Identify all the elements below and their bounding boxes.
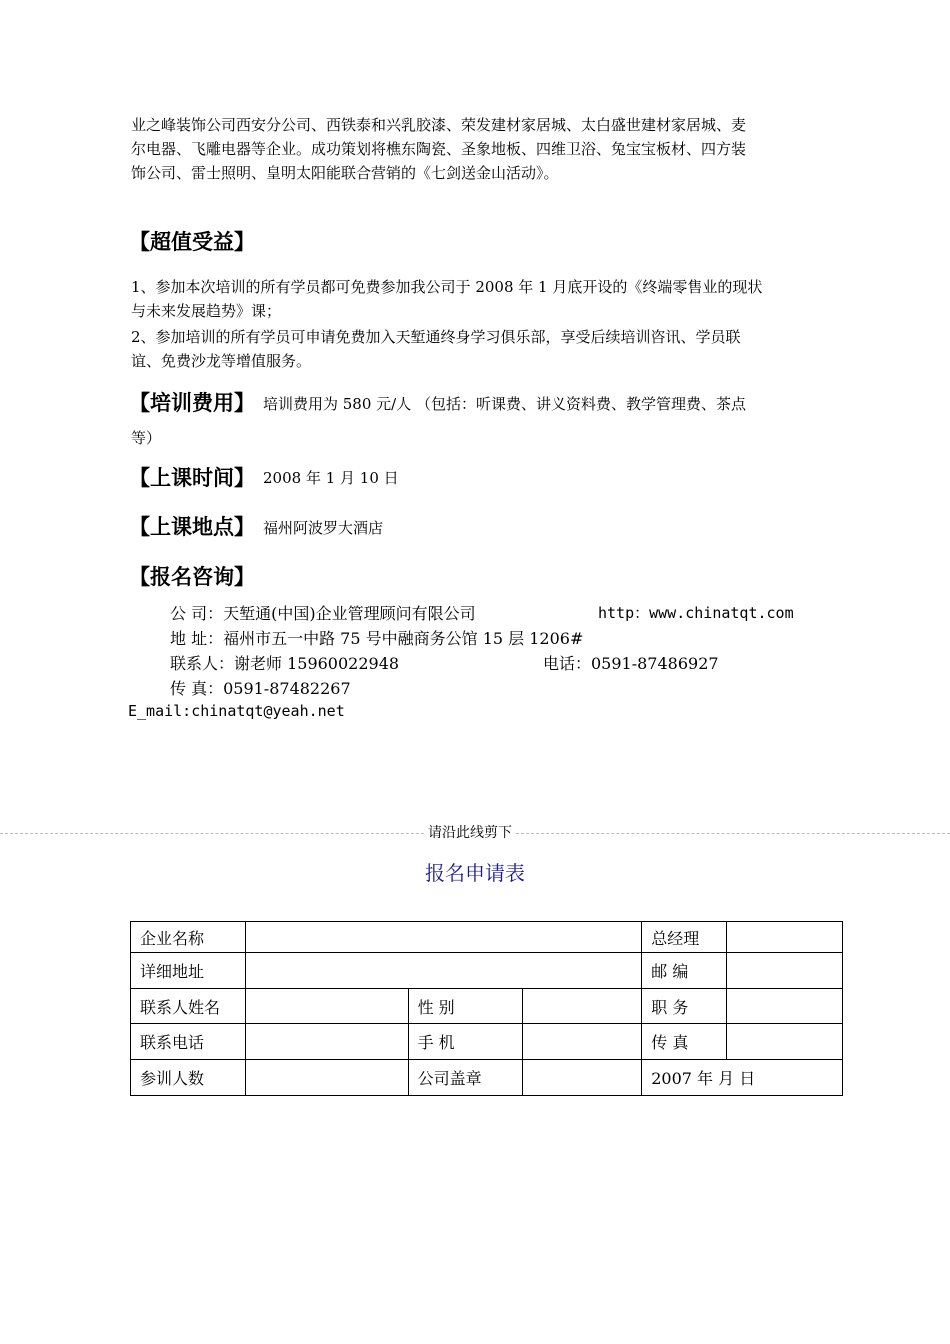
seal-field[interactable] [523, 1060, 642, 1096]
company-name-field[interactable] [245, 922, 641, 953]
form-title: 报名申请表 [425, 861, 525, 885]
benefits-line-2: 与未来发展趋势》课； [131, 302, 282, 320]
intro-line-3: 饰公司、雷士照明、皇明太阳能联合营销的《七剑送金山活动》。 [131, 164, 559, 182]
contact-fax: 传 真：0591-87482267 [170, 679, 351, 698]
fee-title: 【培训费用】 [129, 391, 255, 415]
contact-address: 地 址：福州市五一中路 75 号中融商务公馆 15 层 1206# [170, 629, 584, 648]
venue-text: 福州阿波罗大酒店 [263, 519, 384, 537]
general-manager-field[interactable] [727, 922, 843, 953]
position-field[interactable] [727, 989, 843, 1024]
general-manager-label: 总经理 [642, 922, 727, 953]
date-field[interactable]: 2007 年 月 日 [642, 1060, 843, 1096]
registration-form-table [130, 921, 843, 1096]
intro-line-2: 尔电器、飞雕电器等企业。成功策划将樵东陶瓷、圣象地板、四维卫浴、兔宝宝板材、四方装 [131, 140, 747, 158]
mobile-label: 手 机 [408, 1024, 523, 1060]
contact-title: 【报名咨询】 [129, 565, 255, 589]
postcode-field[interactable] [727, 953, 843, 989]
attendees-label: 参训人数 [131, 1060, 246, 1096]
fee-text: 培训费用为 580 元/人 （包括：听课费、讲义资料费、教学管理费、茶点 [263, 395, 746, 413]
benefits-line-4: 谊、免费沙龙等增值服务。 [131, 352, 312, 370]
benefits-line-1: 1、参加本次培训的所有学员都可免费参加我公司于 2008 年 1 月底开设的《终端零售业的现状 [131, 278, 763, 296]
benefits-line-3: 2、参加培训的所有学员可申请免费加入天堑通终身学习俱乐部，享受后续培训咨讯、学员联 [131, 328, 741, 346]
time-text: 2008 年 1 月 10 日 [263, 469, 399, 487]
intro-line-1: 业之峰装饰公司西安分公司、西铁泰和兴乳胶漆、荣发建材家居城、太白盛世建材家居城、麦 [131, 116, 747, 134]
form-row-contact [131, 989, 843, 1024]
contact-person: 联系人：谢老师 15960022948 [170, 654, 400, 673]
form-row-company [131, 922, 843, 953]
contact-company: 公 司：天堑通(中国)企业管理顾问有限公司 [170, 604, 476, 623]
cut-line-label: 请沿此线剪下 [424, 822, 516, 842]
venue-title: 【上课地点】 [129, 515, 255, 539]
seal-label: 公司盖章 [408, 1060, 523, 1096]
gender-label: 性 别 [408, 989, 523, 1024]
address-field[interactable] [245, 953, 641, 989]
company-name-label: 企业名称 [131, 922, 246, 953]
contact-phone-field[interactable] [245, 1024, 408, 1060]
contact-phone: 电话：0591-87486927 [543, 654, 719, 673]
gender-field[interactable] [523, 989, 642, 1024]
form-row-phone [131, 1024, 843, 1060]
position-label: 职 务 [642, 989, 727, 1024]
fee-text-continued: 等） [131, 429, 162, 447]
form-row-address [131, 953, 843, 989]
fax-field[interactable] [727, 1024, 843, 1060]
address-label: 详细地址 [131, 953, 246, 989]
contact-name-label: 联系人姓名 [131, 989, 246, 1024]
contact-website[interactable]: http：www.chinatqt.com [598, 604, 794, 622]
postcode-label: 邮 编 [642, 953, 727, 989]
benefits-title: 【超值受益】 [129, 230, 255, 254]
contact-name-field[interactable] [245, 989, 408, 1024]
attendees-field[interactable] [245, 1060, 408, 1096]
contact-phone-label: 联系电话 [131, 1024, 246, 1060]
time-title: 【上课时间】 [129, 466, 255, 490]
fax-label: 传 真 [642, 1024, 727, 1060]
mobile-field[interactable] [523, 1024, 642, 1060]
contact-email[interactable]: E_mail:chinatqt@yeah.net [128, 702, 345, 720]
form-row-attendees [131, 1060, 843, 1096]
